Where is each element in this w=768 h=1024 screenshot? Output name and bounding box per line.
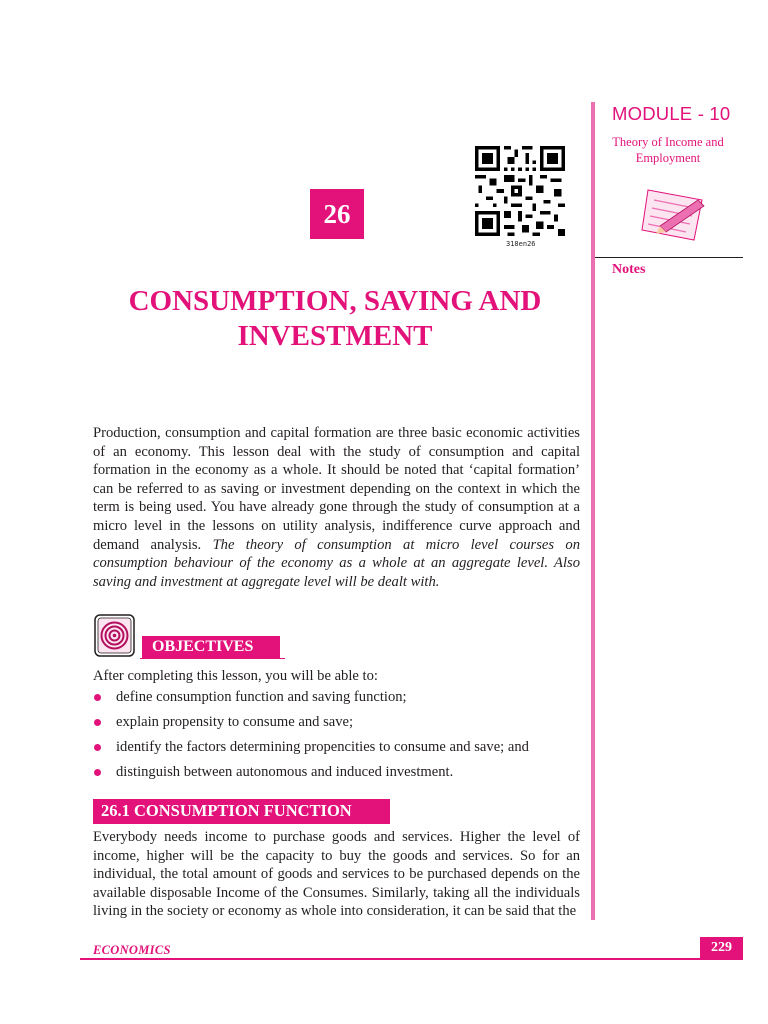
page-number: 229 xyxy=(700,937,743,958)
notes-rule xyxy=(595,257,743,258)
list-item-text: define consumption function and saving function; xyxy=(116,689,407,705)
list-item-text: identify the factors determining propencities to consume and save; and xyxy=(116,739,529,755)
footer-rule xyxy=(80,958,743,960)
bullet-icon xyxy=(94,694,101,701)
objectives-underline xyxy=(140,658,285,659)
chapter-title-line2: INVESTMENT xyxy=(237,320,433,352)
list-item xyxy=(93,763,529,788)
bullet-icon xyxy=(94,744,101,751)
objectives-lead: After completing this lesson, you will be able to: xyxy=(93,668,378,684)
module-subtitle-line1: Theory of Income and xyxy=(612,135,724,149)
list-item-text: explain propensity to consume and save; xyxy=(116,714,354,730)
intro-italic-text: The theory of consumption at micro level courses on consumption behaviour of the economy as a whole at an aggregate level. Also saving and investment at aggregate level will be dealt with. xyxy=(93,536,580,590)
margin-rule xyxy=(591,102,595,920)
list-item xyxy=(93,688,529,713)
intro-paragraph xyxy=(93,424,580,591)
module-label: MODULE - 10 xyxy=(612,103,731,124)
list-item xyxy=(93,713,529,738)
target-icon xyxy=(94,614,135,657)
notepad-pencil-icon xyxy=(640,186,710,242)
module-subtitle-line2: Employment xyxy=(635,151,701,165)
module-subtitle xyxy=(600,134,736,166)
section-heading: 26.1 CONSUMPTION FUNCTION xyxy=(93,799,390,823)
chapter-title-line1: CONSUMPTION, SAVING AND xyxy=(128,285,542,317)
section-paragraph: Everybody needs income to purchase goods and services. Higher the level of income, higher will be the capacity to buy the goods and services. So for an individual, the total amount of goods and services to be purchased depends on the available disposable Income of the Consumes. Similarly, taking all the individuals living in the society or economy as whole into consideration, it can be said that the xyxy=(93,829,580,920)
qr-caption: 318en26 xyxy=(506,240,536,248)
bullet-icon xyxy=(94,769,101,776)
list-item xyxy=(93,738,529,763)
list-item-text: distinguish between autonomous and induced investment. xyxy=(116,764,454,780)
section-underline xyxy=(93,823,390,824)
objectives-list xyxy=(93,688,529,788)
objectives-heading: OBJECTIVES xyxy=(142,636,280,658)
intro-text: Production, consumption and capital formation are three basic economic activities of an economy. This lesson deal with the study of consumption and capital formation in the economy as a whole. It should be noted that ‘capital formation’ can be referred to as saving or investment depending on the context in which the term is being used. You have already gone through the study of consumption at a micro level in the lessons on utility analysis, indifference curve approach and demand analysis. xyxy=(93,425,580,553)
notes-label: Notes xyxy=(612,262,646,277)
chapter-number: 26 xyxy=(310,189,364,239)
qr-code-icon[interactable] xyxy=(472,146,568,236)
bullet-icon xyxy=(94,719,101,726)
chapter-title xyxy=(80,284,590,354)
footer-subject: ECONOMICS xyxy=(93,943,171,957)
